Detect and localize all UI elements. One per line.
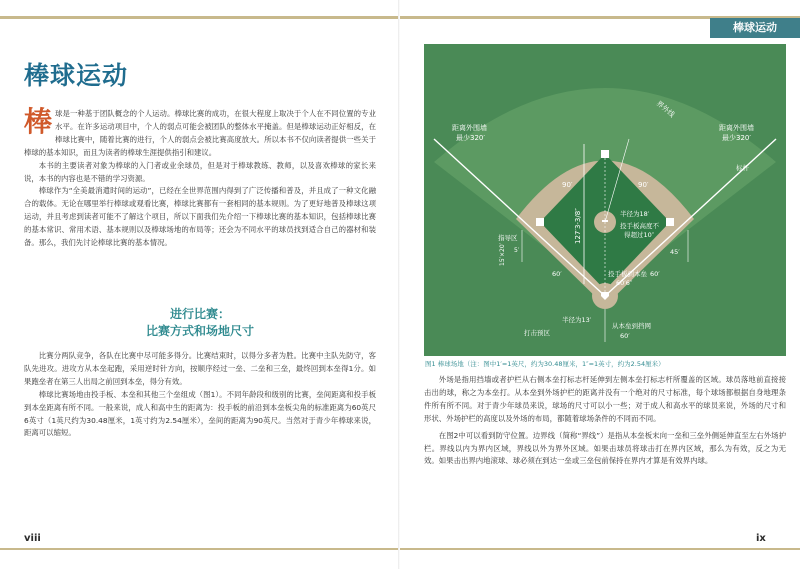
bottom-rule <box>0 548 400 550</box>
pitch-dist-label: 投手板到本垒 <box>608 270 647 278</box>
intro-paragraph-2: 本书的主要读者对象为棒球的入门者或业余球员，但是对于棒球教练、教师，以及喜欢棒球的家长来说，本书的内容也是不错的学习资源。 <box>24 160 376 183</box>
batting-box-label: 打击预区 <box>524 329 550 337</box>
page-title: 棒球运动 <box>24 61 129 90</box>
coach-box-dim-a: 5′ <box>514 247 520 254</box>
section-paragraph-1: 比赛分两队竞争，各队在比赛中尽可能多得分。比赛结束时，以得分多者为胜。比赛中主队先防守，客队先进攻。进攻方从本垒起跑，采用逆时针方向，按顺序经过一垒、二垒和三垒，最终回到本垒得1分。如果跑垒者在第三人出局之前回到本垒，得分有效。 <box>24 351 376 386</box>
section-text <box>24 350 376 440</box>
third-base <box>536 218 544 226</box>
foul-line-label: 界外线 <box>654 99 676 120</box>
section-heading-line-2: 比赛方式和场地尺寸 <box>145 324 254 338</box>
bottom-rule <box>400 548 800 550</box>
dimension-90-left: 90′ <box>562 181 573 189</box>
backstop-label: 从本垒到挡网 <box>612 322 651 330</box>
fence-left-dist: 最少320′ <box>456 134 485 142</box>
dimension-60-left: 60′ <box>552 270 562 278</box>
top-rule <box>0 16 400 19</box>
fence-left-label: 距离外围墙 <box>452 124 487 132</box>
radius-13-label: 半径为13′ <box>562 316 592 324</box>
section-heading <box>100 306 300 340</box>
intro-paragraph-3: 棒球作为“全美最消遣时间的运动”，已经在全世界范围内得到了广泛传播和普及，并且成了一种文化融合的载体。无论在哪里举行棒球或观看比赛，棒球比赛都有一套相同的基本规则。为了更好地普及棒球这项运动，并且考虑到读者可能不了解这个项目，所以下面我们先介绍一下棒球比赛的基本知识，包括棒球比赛的基本常识、常用术语、基本规则以及棒球场地的布局等；还会为不同水平的球员找到适合自己的器材和装备。那么，我们先讨论棒球比赛的基本情况。 <box>24 186 376 248</box>
right-page-number: ix <box>756 533 766 544</box>
coach-box-dim-b: 15′×20′ <box>499 242 506 266</box>
section-paragraph-2: 棒球比赛场地由投手板、本垒和其他三个垒组成（图1）。不同年龄段和级别的比赛，垒间距离和投手板到本垒距离有所不同。一般来说，成人和高中生的距离为：投手板的前沿到本垒板尖角的标准距离为60英尺6英寸（1英尺约为30.48厘米，1英寸约为2.54厘米），垒间的距离为90英尺。当然对于青少年棒球来说，距离可以缩短。 <box>24 389 376 438</box>
right-paragraph-2: 在图2中可以看到防守位置。边界线（简称“界线”）是指从本垒板末向一垒和三垒外侧延伸直至左右外场护栏。界线以内为界内区域，界线以外为界外区域。如果击球员将球击打在界内区域，那么为有效，反之为无效。如果击出界内地滚球、球必须在到达一垒或三垒包前保持在界内才算是有效界内球。 <box>424 430 786 466</box>
baseball-field-diagram <box>424 44 786 356</box>
section-heading-line-1: 进行比赛： <box>169 307 230 321</box>
dimension-45-label: 45′ <box>670 248 680 256</box>
dimension-127: 127′3-3/8″ <box>574 208 582 244</box>
intro-paragraph-1 <box>24 105 376 160</box>
right-text <box>424 374 786 468</box>
first-base <box>666 218 674 226</box>
radius-18-label: 半径为18′ <box>620 210 650 218</box>
mound-height-value: 得超过10″ <box>624 231 655 239</box>
left-page-number: viii <box>24 533 41 544</box>
mound-height-label: 投手板高度不 <box>620 222 659 230</box>
foul-pole-label: 标杆 <box>736 164 749 172</box>
fence-right-label: 距离外围墙 <box>719 124 754 132</box>
coach-box-label: 指导区 <box>498 234 518 242</box>
dimension-60-right: 60′ <box>650 270 660 278</box>
intro-text <box>24 105 376 250</box>
running-head: 棒球运动 <box>710 18 800 38</box>
pitch-dist-value: 60′6″ <box>616 279 633 287</box>
backstop-value: 60′ <box>620 332 630 340</box>
dropcap: 棒 <box>24 105 53 138</box>
dimension-90-right: 90′ <box>638 181 649 189</box>
fence-right-dist: 最少320′ <box>722 134 751 142</box>
figure-caption: 图1 棒球场地（注：图中1′=1英尺，约为30.48厘米，1″=1英寸，约为2.54厘米） <box>425 360 665 368</box>
intro-paragraph-1-text: 球是一种基于团队概念的个人运动。棒球比赛的成功，在很大程度上取决于个人在不同位置的专业水平。在许多运动项目中，个人的弱点可能会被团队的整体水平掩盖。但是棒球运动正好相反，在棒球比赛中，随着比赛的进行，个人的弱点会被比赛高度放大。所以本书不仅向读者提供一些关于棒球的基本知识，而且为读者的棒球生涯提供指引和建议。 <box>24 109 376 157</box>
right-paragraph-1: 外场是指用挡墙或者护栏从右侧本垒打标志杆延伸到左侧本垒打标志杆所覆盖的区域。球员落地前直接接击出的球，称之为本垒打。从本垒到外场护栏的距离并没有一个绝对的尺寸标准，每个球场都根据自身地理条件所有所不同。对于青少年球员来说，球场的尺寸可以小一些；对于成人和高水平的球员来说，外场的尺寸和形状、外场护栏的高度以及外场的布局，都随着球场条件的不同而不同。 <box>424 375 786 423</box>
